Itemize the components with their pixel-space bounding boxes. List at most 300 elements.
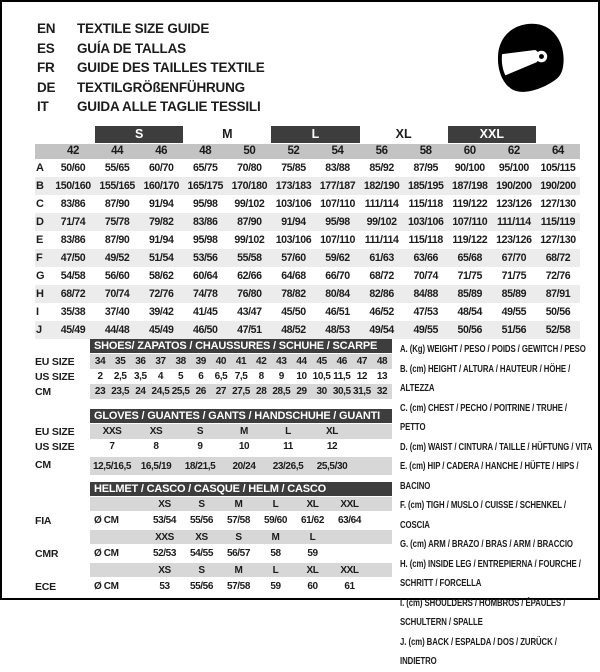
table-label-spacer [35,409,90,424]
value-cell: 44 [296,356,307,367]
diameter-unit: Ø CM [94,581,119,592]
value-row [90,369,392,384]
value-cell: 2,5 [113,371,127,382]
helmet-value-row [90,512,392,529]
value-cell: XS [149,426,163,437]
size-value-cell: 49/54 [369,324,394,336]
size-label-cell: XL [306,564,319,576]
size-number-cell: 44 [111,145,124,157]
value-cell: 9 [197,441,203,452]
measure-row [35,321,580,339]
legend-item: B. (cm) HEIGHT / ALTURA / HAUTEUR / HÖHE / ALTEZZA [400,363,571,394]
value-cell: 3,5 [134,371,147,382]
value-cell: 26 [195,386,206,397]
value-cell: 38 [175,356,186,367]
size-value-cell: 187/198 [452,180,488,192]
value-cell: 8 [258,371,264,382]
language-title: TEXTILGRÖßENFÜHRUNG [77,79,245,95]
size-number-cell: 48 [199,145,212,157]
value-cell: 10 [238,441,250,452]
diameter-unit: Ø CM [94,548,119,559]
size-value-cell: 95/98 [325,216,350,228]
value-cell: 58 [270,548,281,559]
size-value-cell: 91/94 [148,198,174,210]
size-value-cell: 190/200 [540,180,576,192]
size-value-cell: 51/56 [501,324,527,336]
size-value-cell: 185/195 [407,180,444,192]
value-cell: 25,5/30 [316,460,348,472]
size-value-cell: 82/86 [369,288,394,300]
size-value-cell: 83/86 [60,198,86,210]
value-cell: 48 [376,356,388,367]
size-value-cell: 190/200 [496,180,532,192]
value-cell: 37 [155,356,166,367]
value-cell: 42 [256,356,267,367]
size-value-cell: 62/66 [237,270,262,282]
size-value-cell: 70/80 [237,162,262,174]
size-group-row [35,126,580,143]
language-code: EN [37,21,56,36]
row-key: H [36,288,44,300]
row-label-spacer [35,530,90,545]
size-value-cell: 68/72 [60,288,86,300]
size-number-cell: 60 [463,145,476,157]
size-value-cell: 83/88 [325,162,350,174]
value-cell: 23 [94,386,106,397]
size-label-cell: XL [306,498,319,510]
value-cell: 27,5 [232,386,250,397]
value-cell: 24,5 [151,386,170,397]
language-code: FR [37,60,55,75]
size-value-cell: 103/106 [407,216,444,228]
size-value-cell: 66/70 [325,270,350,282]
row-key: D [36,216,44,228]
value-cell: 23/26,5 [272,460,304,472]
size-value-cell: 95/98 [193,198,218,210]
helmet-size-table [35,482,392,596]
value-cell: 61/62 [300,515,325,526]
measure-row [35,159,580,177]
size-value-cell: 67/70 [501,252,527,264]
size-value-cell: 90/100 [454,162,485,174]
size-value-cell: 55/58 [237,252,262,264]
value-cell: 32 [376,386,388,397]
size-value-cell: 53/56 [193,252,218,264]
size-value-cell: 49/55 [501,306,527,318]
value-cell: 34 [94,356,106,367]
size-label-cell: L [272,498,279,510]
size-label-cell: XXL [340,564,359,576]
footwear-accessory-tables [35,339,392,596]
row-key: G [36,270,45,282]
value-cell: 28,5 [272,386,291,397]
size-label-cell: XXL [340,498,359,510]
value-cell: 59 [307,548,318,559]
shoes-size-table [35,339,392,399]
size-value-cell: 99/102 [234,198,265,210]
size-value-cell: 41/45 [193,306,218,318]
value-row [90,384,392,399]
standard-label: CMR [35,548,59,560]
value-row [90,457,392,475]
value-cell: 12 [356,371,368,382]
size-value-cell: 87/95 [413,162,438,174]
size-value-cell: 103/106 [275,234,312,246]
size-value-cell: 170/180 [231,180,268,192]
row-label-spacer [35,497,90,512]
language-code: IT [37,99,49,114]
size-value-cell: 48/54 [457,306,483,318]
size-value-cell: 85/89 [457,288,483,300]
size-value-cell: 55/65 [104,162,130,174]
size-label-cell: L [272,564,279,576]
size-value-cell: 65/68 [457,252,483,264]
size-value-cell: 44/48 [104,324,130,336]
standard-label: ECE [35,581,56,593]
value-cell: 59 [270,581,281,592]
size-value-cell: 87/90 [104,198,130,210]
value-cell: 57/58 [226,581,251,592]
size-value-cell: 76/80 [237,288,262,300]
size-number-cell: 42 [67,145,80,157]
size-value-cell: 127/130 [540,198,576,210]
value-cell: 55/56 [189,581,214,592]
legend-item: F. (cm) TIGH / MUSLO / CUISSE / SCHENKEL / COSCIA [400,500,567,531]
measure-row [35,267,580,285]
size-value-cell: 91/94 [148,234,174,246]
value-cell: 53/54 [152,515,177,526]
standard-label: FIA [35,515,52,527]
value-cell: S [196,426,204,437]
language-list [37,19,265,117]
value-cell: 55/56 [189,515,214,526]
measure-row [35,285,580,303]
size-group-xl: XL [395,127,412,141]
value-cell: 5 [178,371,184,382]
row-key: I [36,306,40,318]
size-value-cell: 68/72 [545,252,571,264]
size-number-cell: 62 [507,145,520,157]
legend-item: E. (cm) HIP / CADERA / HANCHE / HÜFTE / HIPS / BACINO [400,461,579,492]
size-value-cell: 99/102 [234,234,265,246]
language-row [37,78,265,98]
value-cell: 61 [344,581,355,592]
value-cell: 29 [296,386,307,397]
size-value-cell: 65/75 [193,162,218,174]
size-value-cell: 70/74 [413,270,438,282]
table-title-bar: SHOES/ ZAPATOS / CHAUSSURES / SCHUHE / SCARPE [90,339,392,353]
helmet-size-row [90,563,392,577]
value-cell: 2 [97,371,103,382]
size-value-cell: 75/78 [104,216,130,228]
size-value-cell: 74/78 [193,288,218,300]
language-code: DE [37,79,56,95]
value-cell: 53 [159,581,170,592]
value-cell: 10 [296,371,307,382]
size-label-cell: S [198,564,205,576]
row-key: E [36,234,44,246]
language-title: GUIDE DES TAILLES TEXTILE [77,60,265,75]
size-value-cell: 107/110 [320,234,355,246]
size-value-cell: 48/53 [325,324,350,336]
value-cell: 16,5/19 [140,460,172,472]
size-group-l: L [271,126,359,143]
value-cell: 24 [135,386,146,397]
table-label-spacer [35,482,90,497]
measure-row [35,231,580,249]
size-value-cell: 35/38 [60,306,86,318]
size-value-cell: 71/75 [501,270,527,282]
size-value-cell: 87/91 [545,288,571,300]
value-cell: M [240,426,248,437]
size-value-cell: 83/86 [193,216,218,228]
size-value-cell: 68/72 [369,270,394,282]
size-value-cell: 111/114 [364,234,399,246]
legend-item: I. (cm) SHOULDERS / HOMBROS / ÉPAULES / SCHULTERN / SPALLE [400,597,566,628]
size-value-cell: 177/187 [319,180,356,192]
size-value-cell: 79/82 [148,216,174,228]
size-value-cell: 47/50 [60,252,86,264]
size-value-cell: 111/114 [364,198,399,210]
size-value-cell: 61/63 [369,252,394,264]
size-label-cell: S [198,498,205,510]
measure-row [35,213,580,231]
table-title-bar: HELMET / CASCO / CASQUE / HELM / CASCO [90,482,392,496]
size-value-cell: 115/118 [408,198,443,210]
size-label-cell: M [271,531,280,543]
size-number-cell: 52 [287,145,300,157]
size-value-cell: 99/102 [366,216,397,228]
size-value-cell: 119/122 [452,234,488,246]
row-label: US SIZE [35,370,75,383]
size-value-cell: 46/50 [193,324,218,336]
helmet-icon [489,10,571,108]
size-value-cell: 107/110 [452,216,488,228]
size-number-cell: 56 [375,145,388,157]
row-label: EU SIZE [35,425,75,438]
size-value-cell: 71/75 [457,270,483,282]
size-value-cell: 150/160 [55,180,91,192]
value-cell: 30 [316,386,327,397]
size-label-cell: XS [195,531,208,543]
value-cell: 60 [307,581,318,592]
size-value-cell: 50/56 [545,306,571,318]
size-value-cell: 85/89 [501,288,527,300]
value-cell: L [285,426,291,437]
value-cell: 18/21,5 [184,460,216,472]
size-value-cell: 78/82 [281,288,306,300]
legend-item: A. (Kg) WEIGHT / PESO / POIDS / GEWITCH / PESO [400,344,586,355]
row-key: A [36,162,44,174]
size-group-s: S [95,126,183,143]
measure-row [35,303,580,321]
size-value-cell: 46/51 [325,306,350,318]
size-value-cell: 80/84 [325,288,350,300]
size-value-cell: 119/122 [452,198,488,210]
language-row [37,19,265,39]
measure-row [35,195,580,213]
language-code: ES [37,40,55,56]
size-value-cell: 49/55 [413,324,438,336]
size-value-cell: 160/170 [143,180,179,192]
legend-item: J. (cm) BACK / ESPALDA / DOS / ZURÜCK / INDIETRO [400,636,557,667]
size-value-cell: 51/54 [148,252,174,264]
value-cell: XL [326,426,338,437]
legend-item: C. (cm) CHEST / PECHO / POITRINE / TRUHE / PETTO [400,402,568,433]
value-cell: 40 [215,356,227,367]
size-value-cell: 71/74 [60,216,86,228]
size-value-cell: 58/62 [148,270,174,282]
value-cell: 45 [316,356,327,367]
size-value-cell: 60/70 [148,162,174,174]
language-title: GUÍA DE TALLAS [77,40,186,56]
size-value-cell: 43/47 [237,306,262,318]
row-label-spacer [35,563,90,578]
language-row [37,97,265,117]
clothing-size-rows [35,144,580,339]
size-value-cell: 64/68 [281,270,306,282]
measurement-legend [400,340,594,672]
size-value-cell: 37/40 [104,306,130,318]
size-value-cell: 49/52 [104,252,130,264]
language-title: GUIDA ALLE TAGLIE TESSILI [77,99,261,114]
size-value-cell: 63/66 [413,252,438,264]
size-value-cell: 72/76 [545,270,571,282]
size-value-cell: 59/62 [325,252,350,264]
row-key: J [36,324,43,336]
size-value-cell: 52/58 [545,324,571,336]
value-cell: 6,5 [214,371,228,382]
value-cell: 11,5 [333,371,351,382]
size-value-cell: 182/190 [363,180,400,192]
value-cell: 43 [276,356,287,367]
helmet-value-row [90,545,392,562]
size-value-cell: 91/94 [281,216,306,228]
legend-item: H. (cm) INSIDE LEG / ENTREPIERNA / FOURCHE / SCHRITT / FORCELLA [400,558,581,589]
value-cell: 9 [278,371,284,382]
size-group-m: M [222,127,233,141]
measure-row [35,177,580,195]
value-cell: 23,5 [111,386,130,397]
value-cell: 28 [256,386,267,397]
value-row [90,439,392,454]
value-cell: 11 [283,441,293,452]
size-number-cell: 58 [419,145,432,157]
size-value-cell: 127/130 [540,234,576,246]
size-value-cell: 115/119 [540,216,576,228]
size-value-cell: 45/50 [281,306,306,318]
value-cell: 56/57 [226,548,251,559]
size-value-cell: 165/175 [187,180,224,192]
size-value-cell: 123/126 [496,234,532,246]
value-cell: 12 [326,441,338,452]
size-value-cell: 75/85 [281,162,306,174]
size-value-cell: 87/90 [237,216,262,228]
size-value-cell: 54/58 [60,270,86,282]
size-label-cell: XS [158,564,171,576]
value-cell: 4 [157,371,164,382]
size-value-cell: 57/60 [281,252,306,264]
row-key: C [36,198,44,210]
size-value-cell: 95/98 [193,234,218,246]
diameter-unit: Ø CM [94,515,119,526]
size-number-cell: 46 [155,145,168,157]
value-cell: 6 [198,371,204,382]
value-cell: 39 [195,356,206,367]
size-label-cell: M [234,498,243,510]
value-cell: 63/64 [337,515,362,526]
size-value-cell: 115/118 [408,234,443,246]
value-row [90,354,392,369]
size-value-cell: 72/76 [148,288,174,300]
row-key: F [36,252,43,264]
size-value-cell: 103/106 [275,198,312,210]
helmet-value-row [90,578,392,595]
size-value-cell: 56/60 [104,270,130,282]
size-value-cell: 50/60 [60,162,86,174]
size-value-cell: 107/110 [320,198,355,210]
value-cell: 54/55 [189,548,214,559]
row-label: CM [35,458,51,471]
row-label: US SIZE [35,440,75,453]
size-value-cell: 83/86 [60,234,86,246]
value-cell: 7,5 [234,371,248,382]
size-value-cell: 48/52 [281,324,306,336]
helmet-size-row [90,530,392,544]
size-number-row [35,144,580,159]
size-label-cell: XXS [155,531,174,543]
language-row [37,39,265,59]
value-cell: 20/24 [232,460,256,472]
size-value-cell: 47/51 [237,324,262,336]
value-cell: 52/53 [152,548,177,559]
value-cell: 13 [376,371,388,382]
size-label-cell: M [234,564,243,576]
size-number-cell: 54 [331,145,344,157]
size-value-cell: 45/49 [148,324,174,336]
value-cell: 12,5/16,5 [92,460,132,472]
language-row [37,58,265,78]
size-value-cell: 111/114 [496,216,531,228]
size-group-xxl: XXL [448,126,536,143]
size-value-cell: 39/42 [148,306,174,318]
size-value-cell: 47/53 [413,306,438,318]
size-label-cell: L [309,531,316,543]
clothing-size-table [35,126,580,339]
size-value-cell: 95/100 [498,162,529,174]
size-label-cell: XS [158,498,171,510]
size-value-cell: 173/183 [275,180,312,192]
size-value-cell: 87/90 [104,234,130,246]
value-cell: 36 [135,356,146,367]
table-label-spacer [35,339,90,354]
measure-row [35,249,580,267]
value-cell: 41 [235,356,247,367]
size-number-cell: 50 [243,145,256,157]
value-cell: 25,5 [171,386,190,397]
size-value-cell: 60/64 [193,270,218,282]
value-row [90,424,392,439]
size-value-cell: 46/52 [369,306,394,318]
size-value-cell: 105/115 [540,162,576,174]
value-cell: 59/60 [263,515,288,526]
size-number-cell: 64 [551,145,564,157]
size-value-cell: 84/88 [413,288,438,300]
size-value-cell: 123/126 [496,198,532,210]
gloves-size-table [35,409,392,475]
size-value-cell: 50/56 [457,324,483,336]
value-cell: 10,5 [312,371,331,382]
